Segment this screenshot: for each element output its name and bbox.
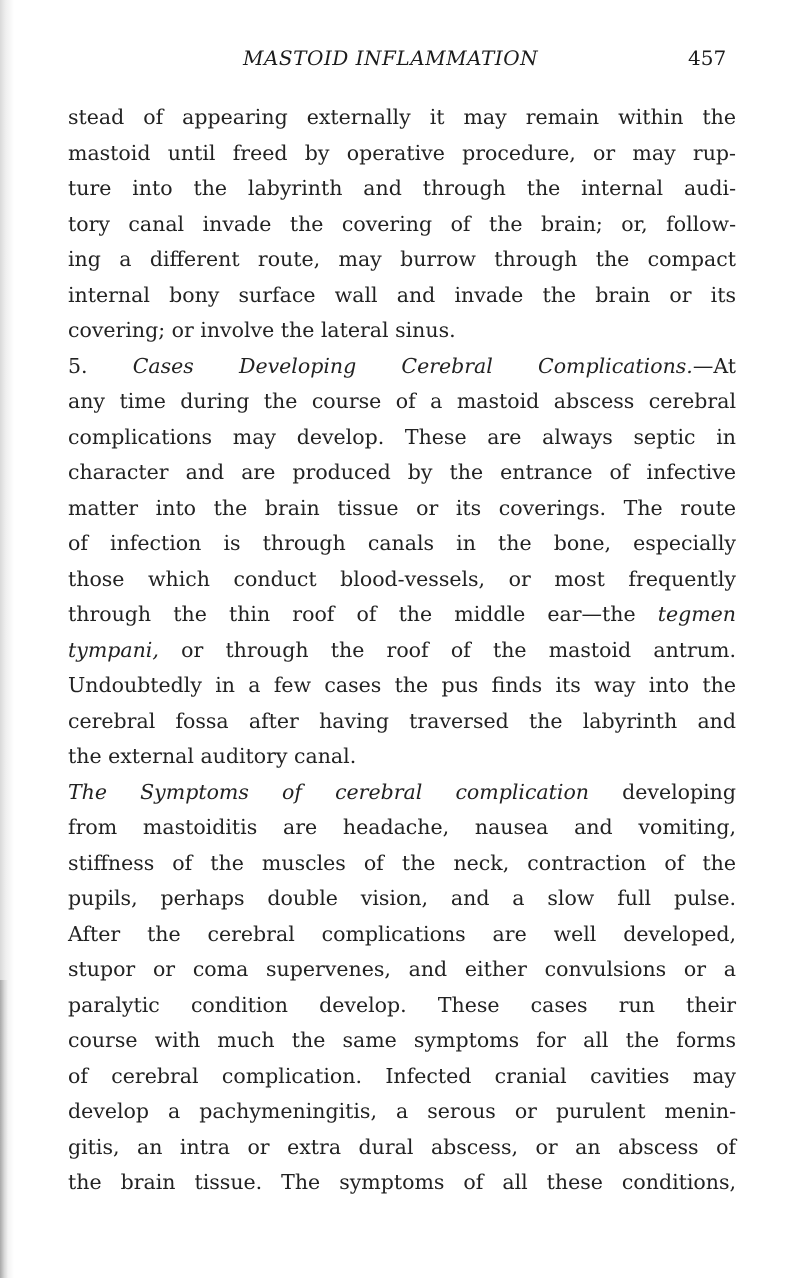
text-segment: develop a pachymeningitis, a serous or purulent menin- [68,1099,736,1123]
text-segment: any time during the course of a mastoid abscess cerebral [68,389,736,413]
text-line [68,278,736,314]
text-segment: matter into the brain tissue or its coverings. The route [68,495,736,520]
text-line [68,668,736,704]
text-segment: After the cerebral complications are well developed, [68,921,736,946]
text-segment: of cerebral complication. Infected cranial cavities may [68,1063,736,1088]
text-segment: those which conduct blood-vessels, or most frequently [68,566,736,591]
text-segment: course with much the same symptoms for all the forms [68,1028,736,1052]
text-segment: gitis, an intra or extra dural abscess, or an abscess of [68,1134,736,1159]
text-segment: through the thin roof of the middle ear—the [68,602,658,626]
text-line [68,739,736,775]
text-line [68,455,736,491]
text-line [68,491,736,527]
page-number: 457 [688,46,727,70]
text-segment: —At [692,353,736,378]
text-line [68,171,736,207]
text-line [68,562,736,598]
text-segment: pupils, perhaps double vision, and a slow full pulse. [68,886,736,910]
text-line [68,526,736,562]
text-line [68,1023,736,1059]
text-segment: cerebral fossa after having traversed the labyrinth and [68,708,736,733]
text-segment: tory canal invade the covering of the brain; or, follow- [68,211,736,236]
text-segment: mastoid until freed by operative procedure, or may rup- [68,140,736,165]
text-line [68,420,736,456]
text-segment: stupor or coma supervenes, and either convulsions or a [68,957,736,981]
text-segment: from mastoiditis are headache, nausea and vomiting, [68,815,736,839]
text-line [68,242,736,278]
text-line [68,1130,736,1166]
text-line [68,917,736,953]
text-segment: complications may develop. These are always septic in [68,424,736,449]
text-line [68,1094,736,1130]
text-segment: or through the roof of the mastoid antrum. [158,637,736,662]
text-segment: the brain tissue. The symptoms of all these conditions, [68,1170,736,1194]
text-segment: of infection is through canals in the bone, especially [68,531,736,555]
italic-text: tympani, [68,637,159,662]
text-segment: covering; or involve the lateral sinus. [68,318,456,342]
italic-text: tegmen [657,602,736,626]
italic-text: Cases Developing Cerebral Complications. [132,353,693,378]
text-line [68,384,736,420]
text-line [68,349,736,385]
text-line [68,846,736,882]
text-line [68,136,736,172]
text-segment: character and are produced by the entrance of infective [68,460,736,484]
text-line [68,597,736,633]
text-segment: ture into the labyrinth and through the internal audi- [68,176,736,200]
text-line [68,704,736,740]
body-text [68,100,736,1201]
text-segment: ing a different route, may burrow through the compact [68,247,736,271]
text-line [68,313,736,349]
text-segment: the external auditory canal. [68,744,357,768]
text-line [68,633,736,669]
italic-text: The Symptoms of cerebral complication [68,779,589,804]
text-segment: 5. [68,353,133,378]
text-line [68,1059,736,1095]
running-head: MASTOID INFLAMMATION [243,46,539,70]
text-line [68,988,736,1024]
text-line [68,100,736,136]
text-segment: internal bony surface wall and invade the brain or its [68,282,736,307]
text-line [68,775,736,811]
text-line [68,207,736,243]
text-line [68,1165,736,1201]
text-line [68,810,736,846]
text-segment: paralytic condition develop. These cases run their [68,992,736,1017]
text-line [68,881,736,917]
binding-shadow [0,980,8,1278]
text-segment: Undoubtedly in a few cases the pus finds its way into the [68,673,736,697]
text-segment: developing [589,779,737,804]
text-segment: stiffness of the muscles of the neck, contraction of the [68,850,736,875]
text-segment: stead of appearing externally it may remain within the [68,105,736,129]
text-line [68,952,736,988]
